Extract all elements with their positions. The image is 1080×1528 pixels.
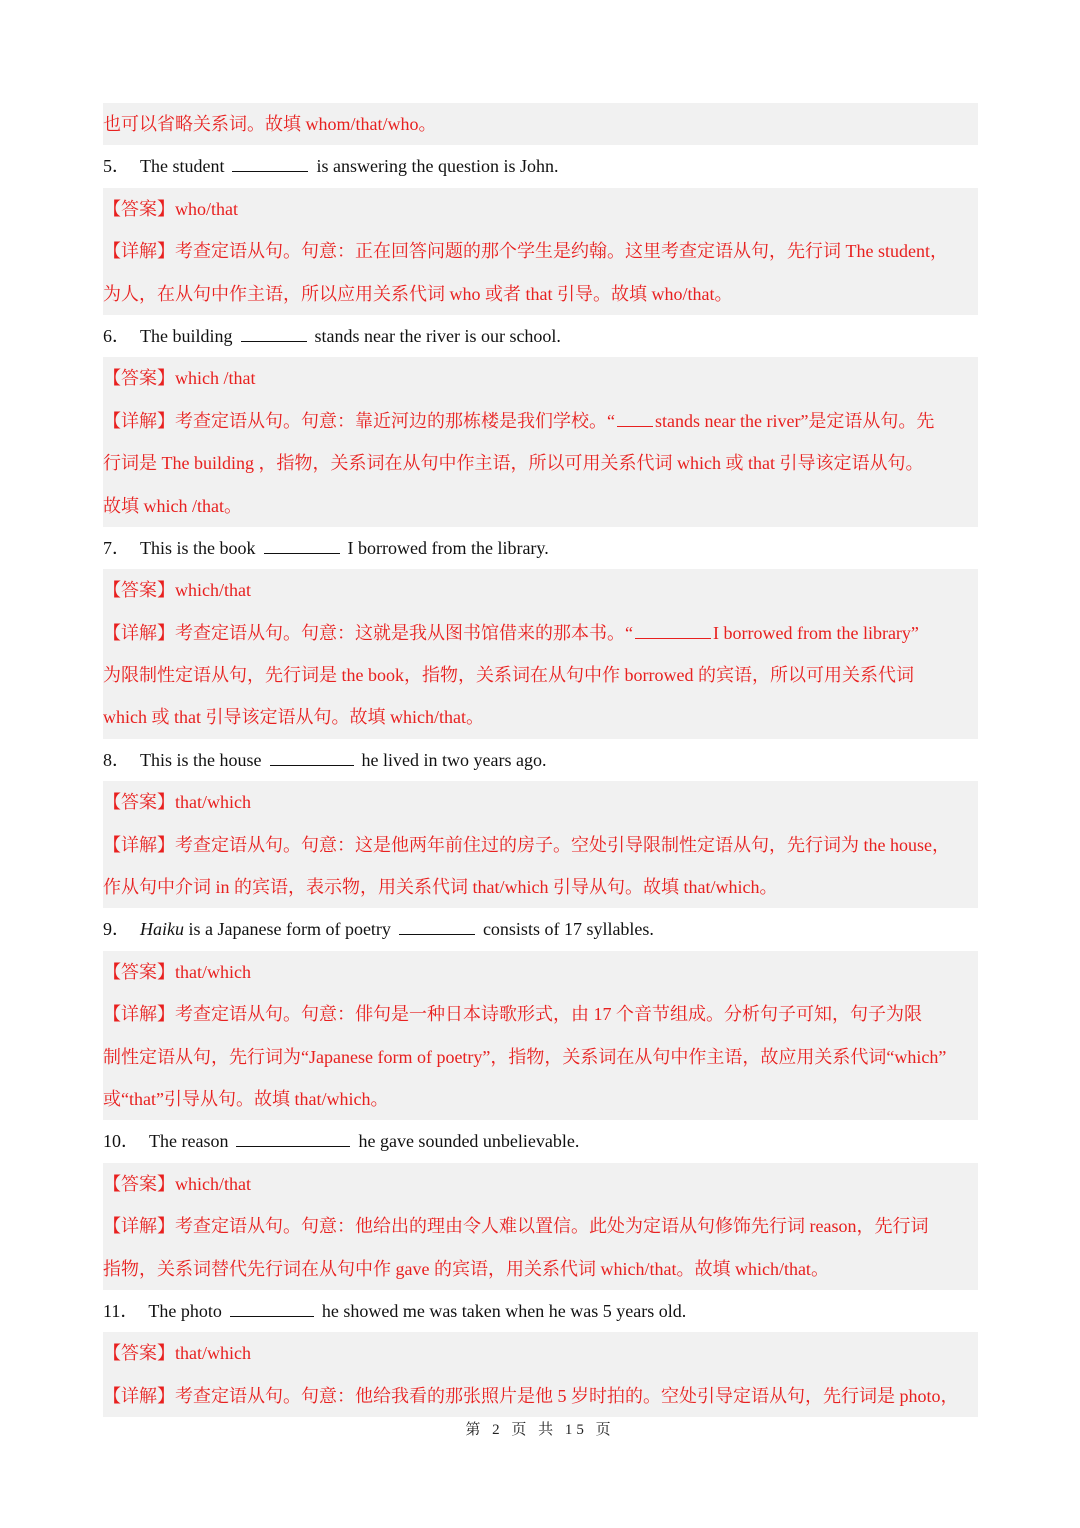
question-10 bbox=[103, 1120, 978, 1162]
answer-label: 【答案】 bbox=[103, 198, 175, 219]
detail-line bbox=[103, 824, 978, 866]
detail-text: 考查定语从句。句意：这就是我从图书馆借来的那本书。“ bbox=[175, 622, 633, 643]
answer-line bbox=[103, 1332, 978, 1374]
answer-label: 【答案】 bbox=[103, 792, 175, 813]
question-text-after: he showed me was taken when he was 5 years old. bbox=[321, 1300, 687, 1321]
detail-text: 考查定语从句。句意：俳句是一种日本诗歌形式，由 17 个音节组成。分析句子可知，句子为限 bbox=[175, 1004, 922, 1025]
detail-text: 考查定语从句。句意：靠近河边的那栋楼是我们学校。“ bbox=[175, 410, 615, 431]
answer-line bbox=[103, 569, 978, 611]
answer-blank bbox=[264, 539, 340, 554]
answer-line bbox=[103, 951, 978, 993]
answer-blank bbox=[230, 1302, 314, 1317]
question-8 bbox=[103, 739, 978, 781]
answer-blank bbox=[399, 920, 475, 935]
answer-value: that/which bbox=[175, 961, 251, 982]
question-text-after: I borrowed from the library. bbox=[347, 537, 549, 558]
answer-blank bbox=[270, 751, 354, 766]
detail-line bbox=[103, 400, 978, 442]
question-number: 10． bbox=[103, 1131, 139, 1152]
detail-line: 也可以省略关系词。故填 whom/that/who。 bbox=[103, 114, 437, 134]
question-text-before: The reason bbox=[149, 1131, 229, 1152]
page-content bbox=[103, 103, 978, 1417]
answer-label: 【答案】 bbox=[103, 368, 175, 389]
answer-blank bbox=[232, 157, 308, 172]
question-text-before: This is the book bbox=[140, 537, 256, 558]
explanation-box-5 bbox=[103, 188, 978, 315]
answer-value: which /that bbox=[175, 368, 256, 389]
question-number: 8． bbox=[103, 749, 130, 770]
detail-text: 考查定语从句。句意：他给我看的那张照片是他 5 岁时拍的。空处引导定语从句，先行词是 photo， bbox=[175, 1385, 959, 1406]
answer-line bbox=[103, 188, 978, 230]
detail-line bbox=[103, 1205, 978, 1247]
detail-text: 考查定语从句。句意：正在回答问题的那个学生是约翰。这里考查定语从句，先行词 The student， bbox=[175, 241, 948, 262]
detail-line bbox=[103, 993, 978, 1035]
answer-label: 【答案】 bbox=[103, 580, 175, 601]
answer-value: which/that bbox=[175, 1173, 251, 1194]
detail-label: 【详解】 bbox=[103, 1216, 175, 1237]
detail-label: 【详解】 bbox=[103, 1004, 175, 1025]
page-footer: 第 2 页 共 15 页 bbox=[465, 1422, 615, 1438]
answer-blank bbox=[236, 1132, 350, 1147]
detail-line: 行词是 The building ，指物，关系词在从句中作主语，所以可用关系代词 which 或 that 引导该定语从句。 bbox=[103, 453, 924, 474]
answer-value: which/that bbox=[175, 580, 251, 601]
detail-line bbox=[103, 612, 978, 654]
question-text-after: stands near the river is our school. bbox=[314, 325, 561, 346]
answer-line bbox=[103, 357, 978, 399]
question-7 bbox=[103, 527, 978, 569]
question-9 bbox=[103, 908, 978, 950]
answer-blank bbox=[241, 327, 307, 342]
detail-line: 或“that”引导从句。故填 that/which。 bbox=[103, 1088, 389, 1109]
quoted-blank bbox=[617, 412, 653, 427]
detail-label: 【详解】 bbox=[103, 241, 175, 262]
explanation-box-7 bbox=[103, 569, 978, 739]
detail-label: 【详解】 bbox=[103, 834, 175, 855]
question-text-after: he lived in two years ago. bbox=[361, 749, 547, 770]
question-text-before: is a Japanese form of poetry bbox=[188, 919, 391, 940]
detail-line: 指物，关系词替代先行词在从句中作 gave 的宾语，用关系代词 which/that。故填 which/that。 bbox=[103, 1258, 829, 1279]
explanation-box-continuation bbox=[103, 103, 978, 145]
explanation-box-9 bbox=[103, 951, 978, 1121]
detail-line: which 或 that 引导该定语从句。故填 which/that。 bbox=[103, 707, 484, 728]
question-6 bbox=[103, 315, 978, 357]
explanation-box-6 bbox=[103, 357, 978, 527]
question-number: 6． bbox=[103, 325, 130, 346]
question-text-after: he gave sounded unbelievable. bbox=[358, 1131, 580, 1152]
detail-label: 【详解】 bbox=[103, 622, 175, 643]
answer-label: 【答案】 bbox=[103, 1343, 175, 1364]
answer-value: that/which bbox=[175, 792, 251, 813]
detail-line: 故填 which /that。 bbox=[103, 495, 242, 516]
detail-label: 【详解】 bbox=[103, 1385, 175, 1406]
detail-line bbox=[103, 230, 978, 272]
answer-line bbox=[103, 781, 978, 823]
answer-label: 【答案】 bbox=[103, 961, 175, 982]
question-5 bbox=[103, 145, 978, 187]
detail-line: 为人，在从句中作主语，所以应用关系代词 who 或者 that 引导。故填 who/that。 bbox=[103, 283, 733, 304]
question-number: 11． bbox=[103, 1300, 139, 1321]
explanation-box-8 bbox=[103, 781, 978, 908]
detail-line: 制性定语从句，先行词为“Japanese form of poetry”，指物，关系词在从句中作主语，故应用关系代词“which” bbox=[103, 1046, 947, 1067]
question-text-before: The photo bbox=[148, 1300, 222, 1321]
detail-text: stands near the river”是定语从句。先 bbox=[655, 410, 935, 431]
detail-line: 为限制性定语从句，先行词是 the book，指物，关系词在从句中作 borrowed 的宾语，所以可用关系代词 bbox=[103, 665, 914, 686]
detail-label: 【详解】 bbox=[103, 410, 175, 431]
detail-text: 考查定语从句。句意：这是他两年前住过的房子。空处引导限制性定语从句，先行词为 the house， bbox=[175, 834, 950, 855]
question-number: 7． bbox=[103, 537, 130, 558]
quoted-blank bbox=[635, 624, 711, 639]
question-number: 5． bbox=[103, 156, 130, 177]
explanation-box-11 bbox=[103, 1332, 978, 1417]
detail-text: 考查定语从句。句意：他给出的理由令人难以置信。此处为定语从句修饰先行词 reason，先行词 bbox=[175, 1216, 929, 1237]
question-text-after: is answering the question is John. bbox=[316, 156, 559, 177]
answer-line bbox=[103, 1163, 978, 1205]
detail-text: I borrowed from the library” bbox=[713, 622, 919, 643]
question-italic-term: Haiku bbox=[140, 919, 184, 940]
detail-line bbox=[103, 1375, 978, 1417]
answer-value: that/which bbox=[175, 1343, 251, 1364]
question-text-before: This is the house bbox=[140, 749, 262, 770]
question-text-before: The student bbox=[140, 156, 225, 177]
answer-label: 【答案】 bbox=[103, 1173, 175, 1194]
explanation-box-10 bbox=[103, 1163, 978, 1290]
answer-value: who/that bbox=[175, 198, 238, 219]
question-text-before: The building bbox=[140, 325, 233, 346]
question-number: 9． bbox=[103, 919, 130, 940]
question-text-after: consists of 17 syllables. bbox=[482, 919, 654, 940]
question-11 bbox=[103, 1290, 978, 1332]
detail-line: 作从句中介词 in 的宾语，表示物，用关系代词 that/which 引导从句。故填 that/which。 bbox=[103, 877, 778, 898]
